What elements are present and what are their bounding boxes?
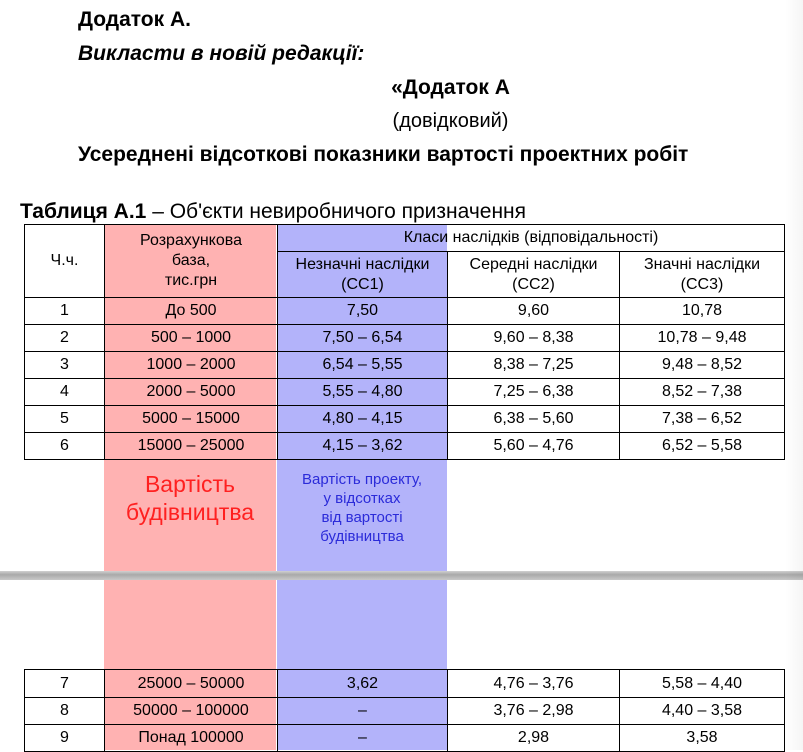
cell-base: 15000 – 25000: [105, 433, 278, 460]
cell-base: 2000 – 5000: [105, 379, 278, 406]
col-header-cc1-line: (СС1): [341, 275, 384, 293]
table-row: [25, 433, 785, 460]
table-caption: [20, 200, 526, 224]
cell-cc1: –: [278, 698, 448, 725]
project-cost-label-line: від вартості: [321, 509, 403, 526]
cell-cc3: 6,52 – 5,58: [620, 433, 785, 460]
cell-cc1: 5,55 – 4,80: [278, 379, 448, 406]
col-header-number: Ч.ч.: [25, 225, 105, 298]
col-header-base: [105, 225, 278, 298]
col-header-cc2: [448, 252, 620, 298]
edit-instruction: Викласти в новій редакції:: [78, 42, 365, 65]
cell-number: 2: [25, 325, 105, 352]
cell-cc2: 9,60: [448, 298, 620, 325]
appendix-heading: Додаток А.: [78, 8, 191, 31]
cell-cc3: 4,40 – 3,58: [620, 698, 785, 725]
cell-base: 25000 – 50000: [105, 670, 278, 698]
cell-number: 3: [25, 352, 105, 379]
cell-cc3: 10,78: [620, 298, 785, 325]
col-header-base-line: база,: [171, 252, 211, 269]
cell-cc3: 9,48 – 8,52: [620, 352, 785, 379]
cell-cc1: –: [278, 725, 448, 752]
cell-number: 6: [25, 433, 105, 460]
cell-cc3: 10,78 – 9,48: [620, 325, 785, 352]
page-break-separator: [0, 571, 803, 580]
cell-cc2: 5,60 – 4,76: [448, 433, 620, 460]
cell-cc1: 3,62: [278, 670, 448, 698]
cell-cc2: 4,76 – 3,76: [448, 670, 620, 698]
appendix-title: «Додаток А: [391, 76, 510, 99]
construction-cost-label-line: Вартість: [144, 471, 236, 497]
cell-cc1: 4,80 – 4,15: [278, 406, 448, 433]
table-header-row: [25, 225, 785, 252]
cell-cc1: 6,54 – 5,55: [278, 352, 448, 379]
cell-number: 8: [25, 698, 105, 725]
cell-number: 5: [25, 406, 105, 433]
cost-table-bottom: [24, 669, 785, 752]
project-cost-label-line: у відсотках: [323, 490, 401, 507]
col-header-cc3-line: Значні наслідки: [643, 255, 761, 273]
cell-cc2: 2,98: [448, 725, 620, 752]
cell-cc1: 7,50 – 6,54: [278, 325, 448, 352]
cell-cc2: 7,25 – 6,38: [448, 379, 620, 406]
col-header-base-line: тис.грн: [164, 272, 218, 289]
cell-base: 50000 – 100000: [105, 698, 278, 725]
cell-base: 500 – 1000: [105, 325, 278, 352]
cell-cc3: 5,58 – 4,40: [620, 670, 785, 698]
cell-base: Понад 100000: [105, 725, 278, 752]
project-cost-label-line: будівництва: [320, 528, 404, 545]
cell-cc3: 8,52 – 7,38: [620, 379, 785, 406]
cell-number: 7: [25, 670, 105, 698]
col-header-consequence-classes: Класи наслідків (відповідальності): [278, 225, 785, 252]
col-header-cc1-line: Незначні наслідки: [295, 255, 430, 273]
table-row: [25, 298, 785, 325]
cell-cc2: 3,76 – 2,98: [448, 698, 620, 725]
cell-cc2: 6,38 – 5,60: [448, 406, 620, 433]
table-row: [25, 352, 785, 379]
cell-cc3: 7,38 – 6,52: [620, 406, 785, 433]
cell-cc1: 7,50: [278, 298, 448, 325]
table-caption-label: Таблиця А.1: [20, 200, 147, 223]
table-row: [25, 325, 785, 352]
table-row: [25, 725, 785, 752]
cell-number: 9: [25, 725, 105, 752]
col-header-cc3: [620, 252, 785, 298]
page-edge-shadow: [785, 0, 803, 750]
table-row: [25, 406, 785, 433]
cell-cc2: 8,38 – 7,25: [448, 352, 620, 379]
cost-table-top: [24, 224, 785, 460]
table-row: [25, 698, 785, 725]
appendix-subtitle: (довідковий): [392, 110, 509, 132]
table-row: [25, 670, 785, 698]
cell-cc1: 4,15 – 3,62: [278, 433, 448, 460]
col-header-cc3-line: (СС3): [680, 275, 724, 293]
cell-base: До 500: [105, 298, 278, 325]
document-title: Усереднені відсоткові показники вартості проектних робіт: [78, 143, 689, 166]
table-caption-text: – Об'єкти невиробничого призначення: [146, 200, 527, 223]
cell-base: 1000 – 2000: [105, 352, 278, 379]
cell-cc2: 9,60 – 8,38: [448, 325, 620, 352]
cell-cc3: 3,58: [620, 725, 785, 752]
col-header-base-line: Розрахункова: [140, 232, 242, 249]
table-row: [25, 379, 785, 406]
project-cost-label: [277, 470, 447, 546]
construction-cost-label-line: будівництва: [125, 499, 255, 525]
project-cost-label-line: Вартість проекту,: [302, 471, 422, 488]
cell-base: 5000 – 15000: [105, 406, 278, 433]
cell-number: 1: [25, 298, 105, 325]
construction-cost-label: [104, 470, 276, 526]
cell-number: 4: [25, 379, 105, 406]
col-header-cc2-line: Середні наслідки: [469, 255, 598, 273]
col-header-cc2-line: (СС2): [512, 275, 555, 293]
col-header-cc1: [278, 252, 448, 298]
